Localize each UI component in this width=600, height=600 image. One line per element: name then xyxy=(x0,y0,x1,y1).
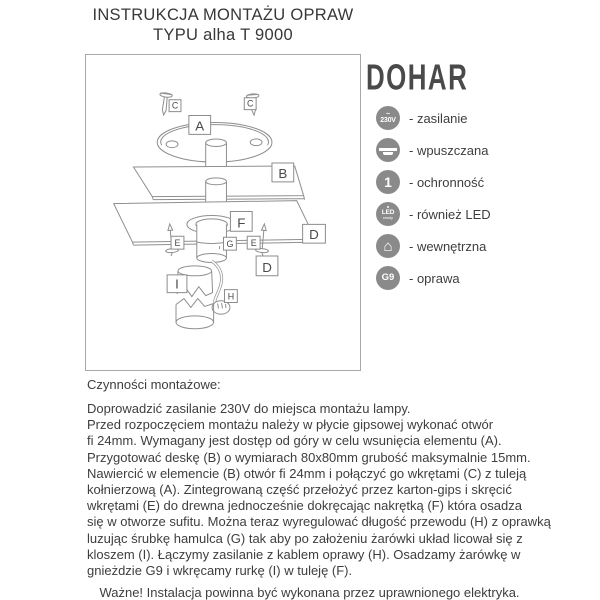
instruction-line: Doprowadzić zasilanie 230V do miejsca montażu lampy. xyxy=(87,401,411,416)
label-d-lower: D xyxy=(262,259,272,275)
brand-logo: DOHAR xyxy=(366,57,469,98)
legend-label: - również LED xyxy=(409,206,491,222)
legend-label: - zasilanie xyxy=(409,110,468,126)
g9-socket-icon: G9 xyxy=(376,266,400,290)
instruction-line: się w otworze sufitu. Można teraz wyregulować długość przewodu (H) z oprawką xyxy=(87,514,551,530)
label-d-right: D xyxy=(309,227,319,243)
legend-row-protection xyxy=(376,170,491,194)
label-f: F xyxy=(237,215,246,231)
exploded-view-drawing xyxy=(86,55,360,370)
instruction-line: Przygotować deskę (B) o wymiarach 80x80mm grubość maksymalnie 15mm. xyxy=(87,449,531,465)
label-g: G xyxy=(226,239,234,250)
upper-tube xyxy=(206,139,227,168)
legend-row-recessed xyxy=(376,138,491,162)
cable-h xyxy=(212,261,222,303)
legend-label: - oprawa xyxy=(409,270,460,286)
instruction-line: gnieżdzie G9 i wkręcamy rurkę (I) w tuleję (F). xyxy=(87,563,353,579)
assembly-diagram xyxy=(85,54,361,371)
instruction-line: Przed rozpoczęciem montażu należy w płycie gipsowej wykonać otwór xyxy=(87,417,494,433)
recessed-mount-icon xyxy=(376,138,400,162)
led-ready-icon: LED ready xyxy=(376,202,400,226)
label-e-right: E xyxy=(250,238,257,249)
legend-row-indoor xyxy=(376,234,491,258)
warning-note: Ważne! Instalacja powinna być wykonana przez uprawnionego elektryka. xyxy=(99,585,520,600)
instructions-section xyxy=(87,377,551,600)
legend-label: - wewnętrzna xyxy=(409,238,487,254)
title-line-2: TYPU alha T 9000 xyxy=(153,26,293,44)
instruction-line: Nawiercić w elemencie (B) otwór fi 24mm i połączyć go wkrętami (C) z tuleją xyxy=(87,465,527,481)
instruction-line: fi 24mm. Wymagany jest dostęp od góry w celu wsunięcia elementu (A). xyxy=(87,433,502,449)
instruction-line: luzując śrubkę hamulca (G) tak aby po założeniu żarówki układ licował się z xyxy=(87,530,523,546)
label-h: H xyxy=(227,291,235,302)
label-a: A xyxy=(195,118,205,134)
instruction-line: wkrętami (E) do drewna jednocześnie dokręcając nakrętką (F) która osadza xyxy=(87,498,522,514)
legend-row-led xyxy=(376,202,491,226)
middle-tube xyxy=(206,178,227,205)
instructions-heading: Czynności montażowe: xyxy=(87,377,221,392)
title-line-1: INSTRUKCJA MONTAŻU OPRAW xyxy=(92,6,354,24)
power-230v-icon: ~ 230V xyxy=(376,106,400,130)
indoor-use-icon: ⌂ xyxy=(376,234,400,258)
legend-row-socket xyxy=(376,266,491,290)
label-e-left: E xyxy=(174,238,181,249)
label-c-left: C xyxy=(171,100,179,111)
lamp-body-cylinder xyxy=(197,224,227,262)
feature-legend xyxy=(376,106,491,298)
label-b: B xyxy=(278,165,288,181)
legend-row-power xyxy=(376,106,491,130)
protection-class-icon: 1 xyxy=(376,170,400,194)
legend-label: - ochronność xyxy=(409,174,485,190)
page-title xyxy=(0,5,446,45)
instruction-line: kloszem (I). Łączymy zasilanie z kablem oprawy (H). Osadzamy żarówkę w xyxy=(87,546,521,562)
instruction-line: kołnierzową (A). Zintegrowaną część przełożyć przez karton-gips i skręcić xyxy=(87,482,512,498)
label-i: I xyxy=(175,276,179,292)
label-c-right: C xyxy=(246,98,254,109)
legend-label: - wpuszczana xyxy=(409,142,489,158)
